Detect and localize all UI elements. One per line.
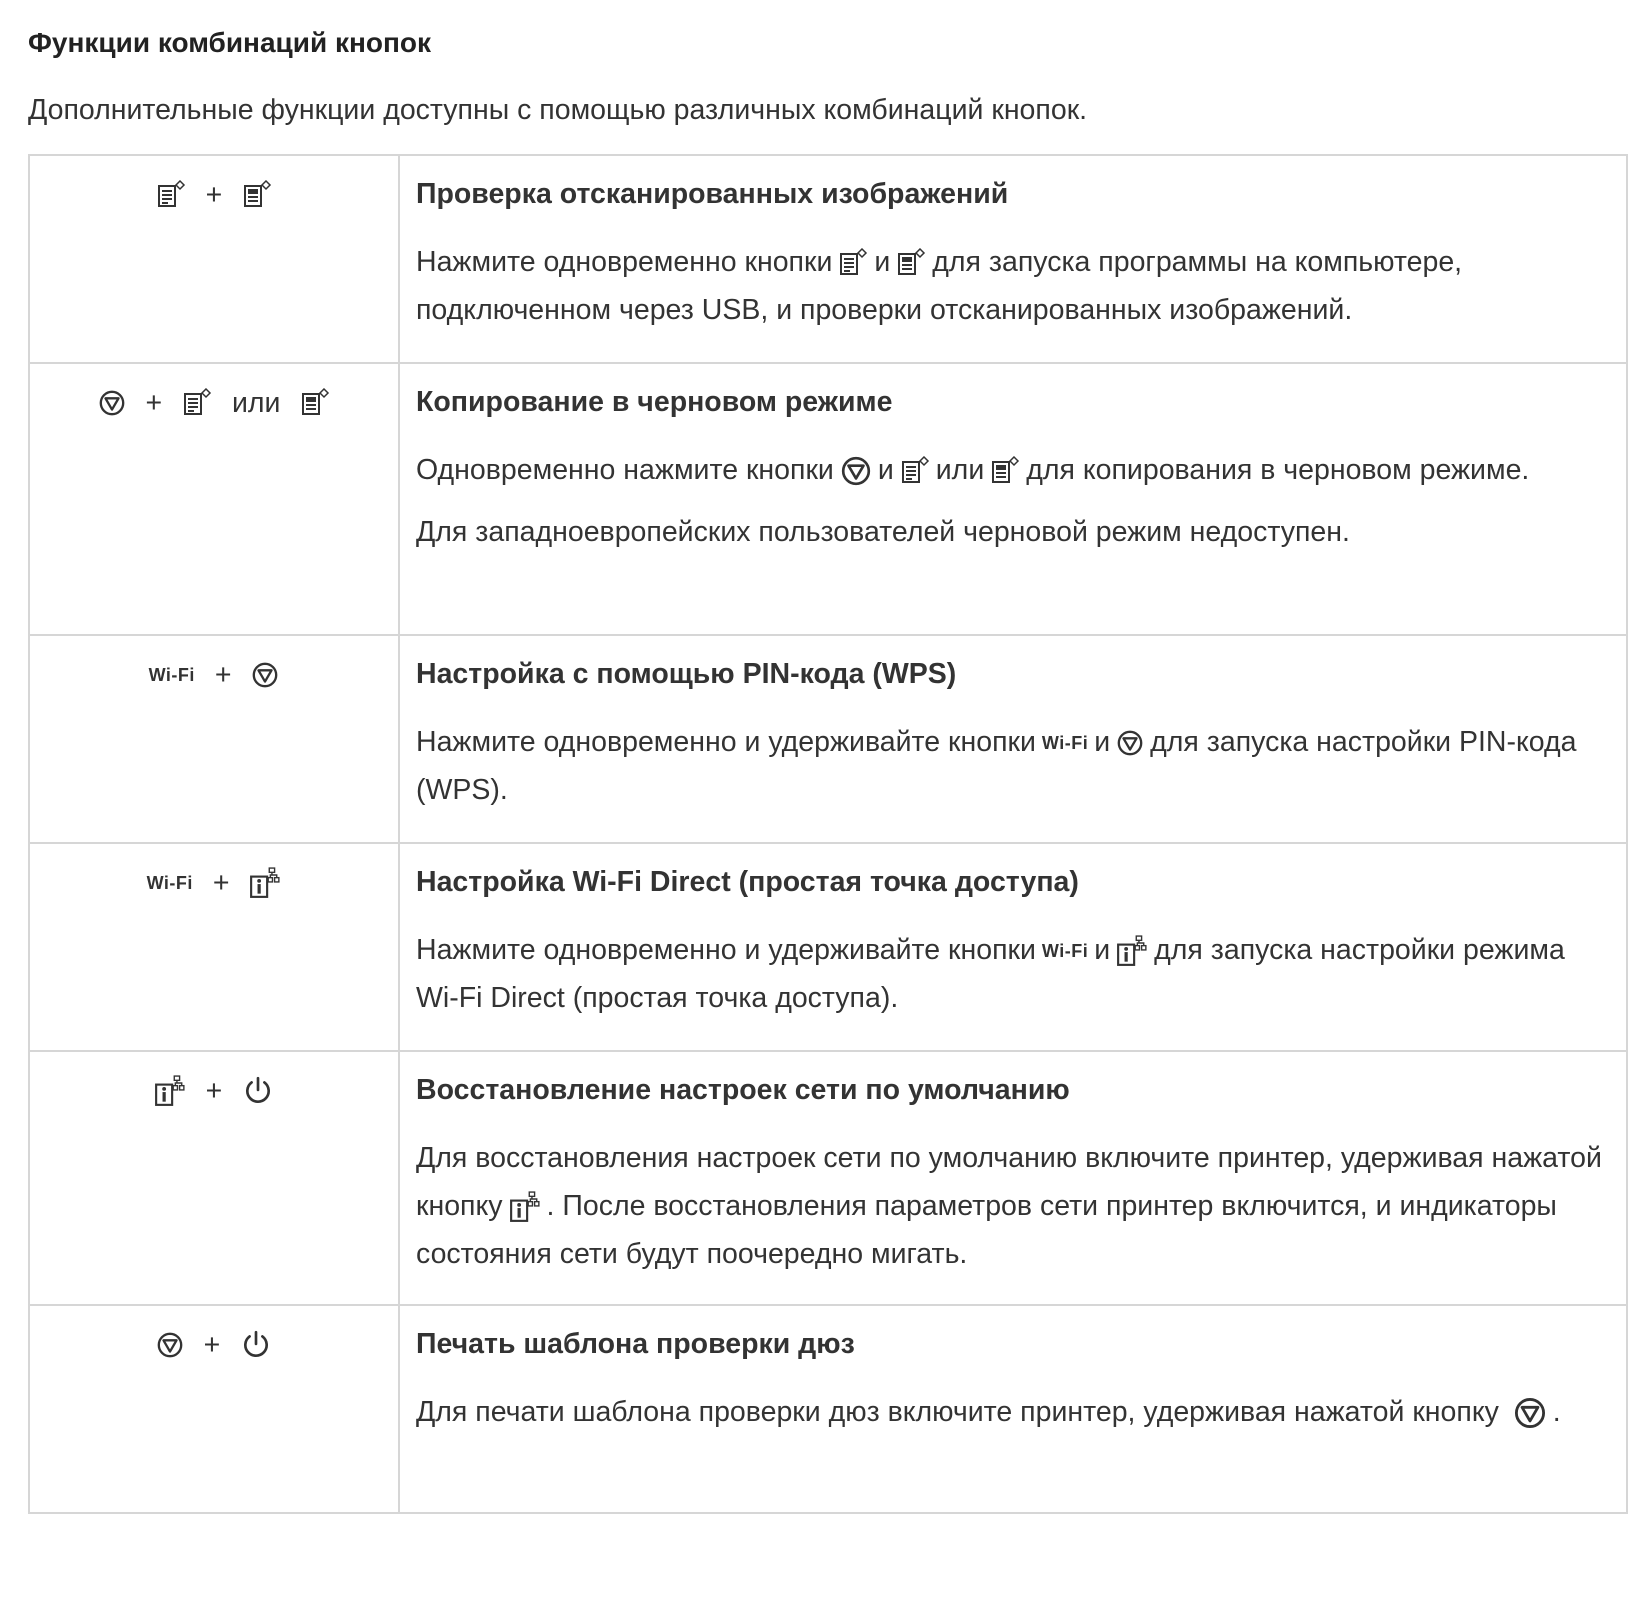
text-segment: и [1094,934,1111,966]
plus-sign: + [145,386,163,419]
row-text [416,718,1610,814]
key-combination-cell [29,1305,399,1513]
text-segment: Нажмите одновременно кнопки [416,246,833,278]
table-row [29,843,1627,1051]
text-segment: для запуска настройки PIN-кода (WPS). [416,726,1577,806]
wifi-button-label: Wi-Fi [1041,733,1089,754]
text-segment: для запуска программы на компьютере, подключенном через USB, и проверки отсканированных изображений. [416,246,1463,326]
color-copy-icon [300,388,330,418]
row-text [416,1388,1610,1436]
network-info-icon [154,1075,186,1107]
stop-icon [1513,1396,1547,1430]
text-segment: Нажмите одновременно и удерживайте кнопки [416,934,1036,966]
key-combination-cell [29,635,399,843]
page-title: Функции комбинаций кнопок [28,27,432,58]
description-cell [399,1051,1627,1305]
table-row [29,155,1627,363]
row-text [416,238,1610,334]
row-text [416,926,1610,1022]
text-segment: Нажмите одновременно и удерживайте кнопки [416,726,1036,758]
network-info-icon [509,1191,541,1223]
button-combinations-table [28,154,1628,1514]
power-icon [242,1075,274,1107]
stop-icon [251,661,279,689]
bw-copy-icon [838,248,868,278]
intro-text: Дополнительные функции доступны с помощью различных комбинаций кнопок. [28,94,1088,126]
bw-copy-icon [182,388,212,418]
bw-copy-icon [156,180,186,210]
row-title: Настройка с помощью PIN-кода (WPS) [416,658,957,690]
stop-icon [156,1331,184,1359]
description-cell [399,155,1627,363]
color-copy-icon [242,180,272,210]
row-text [416,446,1610,494]
or-label: или [232,386,281,419]
row-title: Восстановление настроек сети по умолчанию [416,1074,1070,1106]
stop-icon [98,389,126,417]
table-row [29,1051,1627,1305]
text-segment: для копирования в черновом режиме. [1026,454,1530,486]
description-cell [399,635,1627,843]
key-combination-cell [29,843,399,1051]
row-title: Копирование в черновом режиме [416,386,893,418]
plus-sign: + [205,1074,223,1107]
stop-icon [1116,729,1144,757]
bw-copy-icon [900,456,930,486]
wifi-button-label: Wi-Fi [148,665,195,686]
wifi-button-label: Wi-Fi [1041,941,1089,962]
text-segment: и [1094,726,1111,758]
row-title: Проверка отсканированных изображений [416,178,1009,210]
table-row [29,363,1627,635]
row-note: Для западноевропейских пользователей черновой режим недоступен. [416,516,1350,548]
description-cell [399,843,1627,1051]
text-segment: для запуска настройки режима Wi-Fi Direct (простая точка доступа). [416,934,1565,1014]
table-row [29,1305,1627,1513]
text-segment: или [935,454,985,486]
table-row [29,635,1627,843]
text-segment: и [877,454,894,486]
power-icon [240,1329,272,1361]
key-combination-cell [29,155,399,363]
description-cell [399,363,1627,635]
color-copy-icon [896,248,926,278]
network-info-icon [1116,935,1148,967]
row-text [416,1134,1610,1278]
text-segment: Для печати шаблона проверки дюз включите принтер, удерживая нажатой кнопку [416,1396,1499,1428]
row-title: Печать шаблона проверки дюз [416,1328,855,1360]
key-combination-cell [29,1051,399,1305]
description-cell [399,1305,1627,1513]
text-segment: и [874,246,891,278]
key-combination-cell [29,363,399,635]
network-info-icon [249,867,281,899]
plus-sign: + [203,1328,221,1361]
stop-icon [840,455,872,487]
plus-sign: + [214,658,232,691]
text-segment: Для восстановления настроек сети по умолчанию включите принтер, удерживая нажатой кнопку [416,1142,1602,1222]
row-title: Настройка Wi-Fi Direct (простая точка доступа) [416,866,1079,898]
wifi-button-label: Wi-Fi [146,873,193,894]
color-copy-icon [990,456,1020,486]
text-segment: Одновременно нажмите кнопки [416,454,834,486]
plus-sign: + [205,178,223,211]
text-segment: . [1552,1396,1561,1428]
plus-sign: + [212,866,230,899]
text-segment: . После восстановления параметров сети принтер включится, и индикаторы состояния сети будут поочередно мигать. [416,1190,1557,1270]
